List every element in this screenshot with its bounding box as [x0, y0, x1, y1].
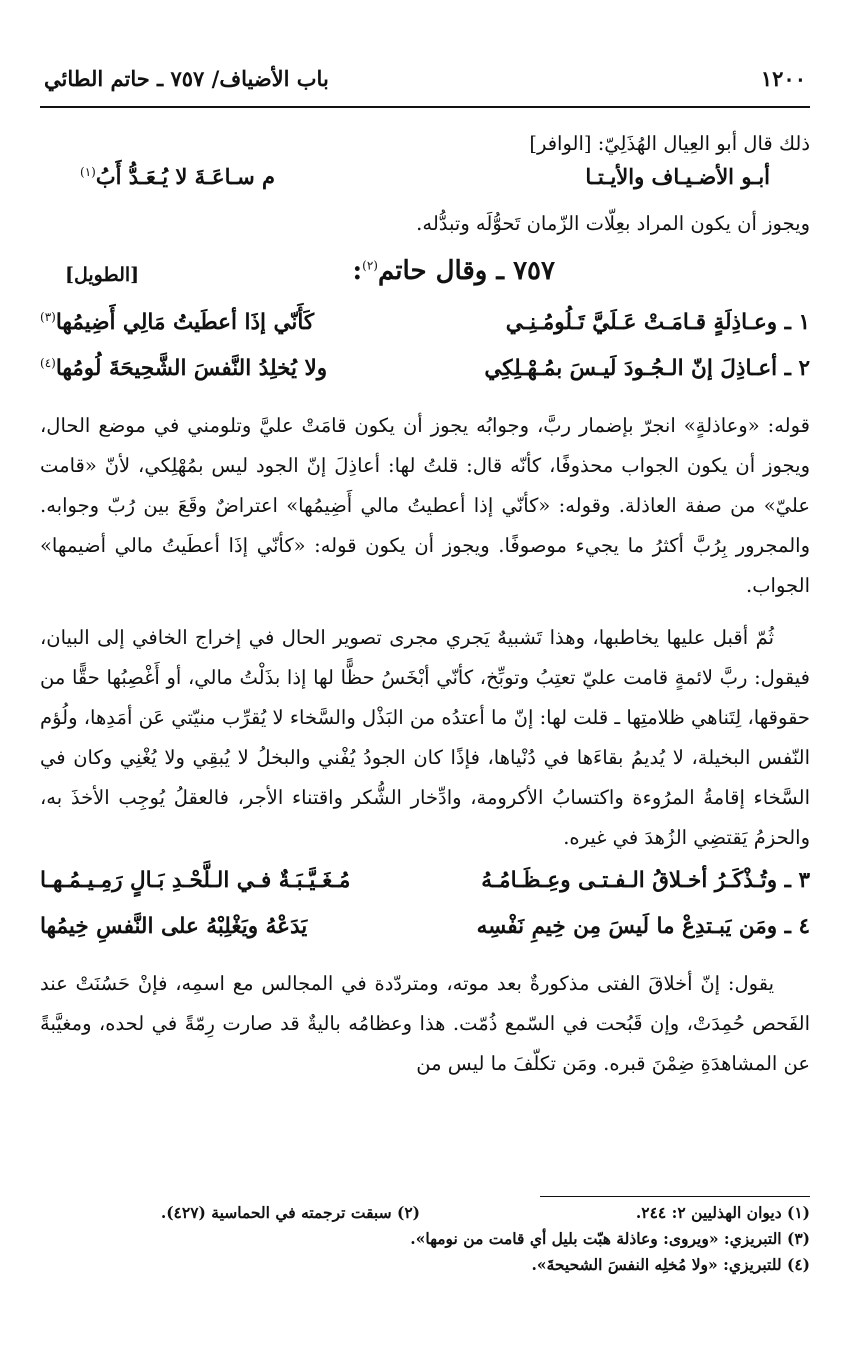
- verse-first-hemistich: ٤ ـ ومَن يَبـتدِعْ ما لَيسَ مِن خِيمِ نَفْسِه: [476, 914, 810, 939]
- verse-second-hemistich: مُـغَـيَّـبَـةٌ فـي الـلَّحْـدِ بَـالٍ رَمِـيـمُـهـا: [40, 868, 351, 893]
- section-title: ٧٥٧ ـ وقال حاتم$^{(٢)}$:: [352, 256, 555, 286]
- commentary-paragraph: ثُمّ أقبل عليها يخاطبها، وهذا تَشبيهٌ يَجري مجرى تصوير الحال في إخراج الخافي إلى البيان، فيقول: ربَّ لائمةٍ قامت عليّ تعتِبُ وتوبِّخ، كأنّي أبْخَسُ حظًّا لها إذا بذَلْتُ مالي، أو أَغْصِبُها حقًّا من حقوقها، لِتَناهي ظلامتِها ـ قلت لها: إنّ ما أعتدُه من البَذْل والسَّخاء لا يُقرِّب منيّتي عَن أمَدِها، ولُؤم النّفس البخيلة، لا يُديمُ بقاءَها في دُنْياها، فإذًا كان الجودُ يُفْني والبخلُ لا يُبقِي ولا يُغْنِي وكان في السَّخاء إقامةُ المرُوءة واكتسابُ الأكرومة، وادِّخار الشُّكر واقتناء الأجر، فالعقلُ يُوجِب الأخذَ به، والحزمُ يَقتضِي الزُهدَ في غيره.: [40, 626, 810, 849]
- verse-second-hemistich: ولا يُخلِدُ النَّفسَ الشَّحِيحَةَ لُومُها$^{(٤)}$: [40, 356, 328, 382]
- section-heading: [40, 252, 810, 304]
- commentary-paragraph: يقول: إنّ أخلاقَ الفتى مذكورةٌ بعد موته، ومتردّدة في المجالس مع اسمِه، فإنْ حَسُنَتْ عند الفَحص حُمِدَتْ، وإن قَبُحت في السّمع ذُمّت. هذا وعظامُه باليةٌ قد صارت رِمّةً في لحده، ومغيَّبةً عن المشاهدَةِ ضِمْنَ قبره. ومَن تكلّفَ ما ليس من: [40, 972, 810, 1075]
- intro-explanation: ويجوز أن يكون المراد بعِلّات الزّمان تَحوُّلَه وتبدُّله.: [416, 212, 810, 235]
- footnote-4: (٤) للتبريزي: «ولا مُخلِه النفسَ الشحيحةَ».: [531, 1255, 810, 1274]
- verse-second-hemistich: م سـاعَـةَ لا يُـعَـدُّ أَبُ$^{(١)}$: [80, 164, 276, 189]
- page-number: ١٢٠٠: [760, 66, 806, 91]
- poem-verse: [40, 866, 810, 912]
- poem-verse: [40, 308, 810, 354]
- poem-verse: [40, 354, 810, 400]
- footnote-ref: (٣): [40, 310, 56, 324]
- verse-second-hemistich: كَأَنّي إذَا أعطَيتُ مَالِي أَضِيمُها$^{(٣)}$: [40, 310, 315, 336]
- footnote-ref: (٤): [40, 356, 56, 370]
- verse-first-hemistich: ١ ـ وعـاذِلَةٍ قـامَـتْ عَـلَيَّ تَـلُومُـنِـي: [505, 310, 810, 335]
- footnote-divider: [540, 1196, 810, 1197]
- intro-line: ذلك قال أبو العِيال الهُذَلِيّ: [الوافر]: [529, 132, 810, 155]
- poem-verses-3-4: [40, 866, 810, 958]
- commentary-paragraph: قوله: «وعاذلةٍ» انجرّ بإضمار ربَّ، وجوابُه يجوز أن يكون قامَتْ عليَّ وتلومني في موضع الحال، ويجوز أن يكون الجواب محذوفًا، كأنّه قال: قلتُ لها: أعاذِلَ إنّ الجود ليس بمُهْلِكي، لأنّ «قامت عليّ» من صفة العاذلة. وقوله: «كأنّي إذا أعطيتُ مالي أَضِيمُها» اعتراضٌ وقَعَ بين رُبّ وجوابه. والمجرور بِرُبَّ أكثرُ ما يجيء موصوفًا. ويجوز أن يكون قوله: «كأنّي إذَا أعطَيتُ مالي أضيمها» الجواب.: [40, 414, 810, 597]
- quoted-verse: [40, 164, 810, 204]
- footnotes: [40, 1196, 810, 1281]
- verse-second-hemistich: يَدَعْهُ ويَغْلِبْهُ على النَّفسِ خِيمُها: [40, 914, 308, 939]
- running-header: [40, 60, 810, 108]
- meter-label: [الطويل]: [65, 264, 140, 286]
- verse-first-hemistich: ٣ ـ وتُـذْكَـرُ أخـلاقُ الـفـتـى وعِـظَـامُـهُ: [481, 868, 810, 893]
- footnote-ref: (٢): [362, 258, 378, 273]
- footnote-1: (١) ديوان الهذليين ٢: ٢٤٤.: [635, 1203, 810, 1222]
- verse-first-hemistich: أبـو الأضـيـاف والأيـتـا: [585, 164, 770, 189]
- poem-verse: [40, 912, 810, 958]
- running-title: باب الأضياف/ ٧٥٧ ـ حاتم الطائي: [44, 66, 329, 91]
- verse-first-hemistich: ٢ ـ أعـاذِلَ إنّ الـجُـودَ لَيـسَ بمُـهْـلِكِي: [484, 356, 810, 381]
- footnote-3: (٣) التبريزي: «ويروى: وعاذلة هبّت بليل أي قامت من نومها».: [410, 1229, 810, 1248]
- poem-verses-1-2: [40, 308, 810, 400]
- footnote-row: [40, 1203, 810, 1229]
- footnote-ref: (١): [80, 165, 96, 179]
- footnote-2: (٢) سبقت ترجمته في الحماسية (٤٢٧).: [160, 1203, 420, 1222]
